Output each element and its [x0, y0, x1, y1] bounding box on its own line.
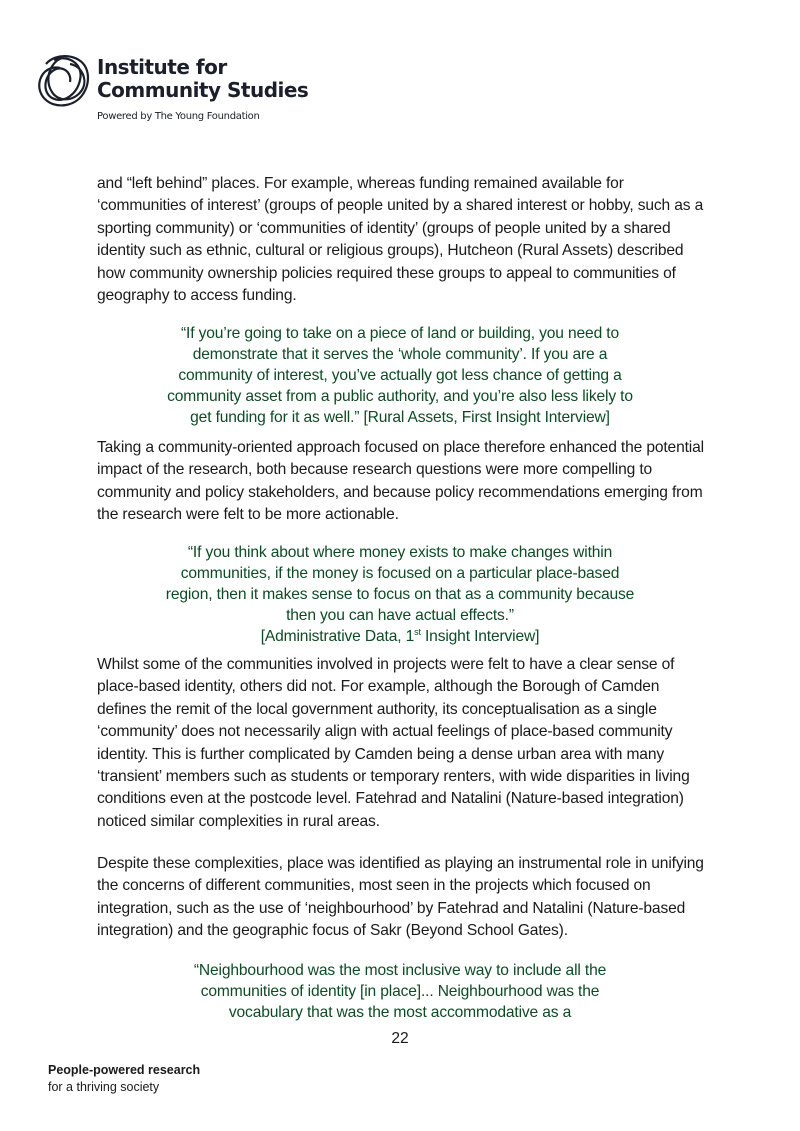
quote-2-text: “If you think about where money exists to make changes within communities, if the money is focused on a particular place-based region, then it makes sense to focus on that as a community because then you can have actual effects.”: [165, 544, 635, 624]
body-paragraph-3: Whilst some of the communities involved in projects were felt to have a clear sense of place-based identity, others did not. For example, although the Borough of Camden defines the remit of the local government authority, its conceptualisation as a single ‘community’ does not necessarily align with actual feelings of place-based community identity. This is further complicated by Camden being a dense urban area with many ‘transient’ members such as students or temporary renters, with wide disparities in living conditions even at the postcode level. Fatehrad and Natalini (Nature-based integration) noticed similar complexities in rural areas.: [97, 656, 690, 830]
body-paragraph-1: and “left behind” places. For example, whereas funding remained available for ‘communities of interest’ (groups of people united by a shared interest or hobby, such as a sporting community) or ‘communities of identity’ (groups of people united by a shared identity such as ethnic, cultural or religious groups), Hutcheon (Rural Assets) described how community ownership policies required these groups to appeal to communities of geography to access funding.: [97, 175, 704, 305]
quote-2-source-post: Insight Interview]: [420, 628, 540, 645]
page-number: 22: [391, 1030, 409, 1047]
institute-logo-icon: [34, 50, 94, 110]
quote-1: “If you’re going to take on a piece of land or building, you need to demonstrate that it serves the ‘whole community’. If you are a community of interest, you’ve actually got less chance of getting a community asset from a public authority, and you’re also less likely to get funding for it as well.” [Rural Assets, First Insight Interview]: [167, 325, 633, 426]
footer-tagline: [48, 1062, 200, 1096]
quote-3: “Neighbourhood was the most inclusive way to include all the communities of identity [in place]... Neighbourhood was the vocabulary that was the most accommodative as a: [193, 962, 607, 1021]
brand-name: [97, 56, 308, 102]
brand-title-line2: Community Studies: [97, 78, 309, 102]
footer-line-1: People-powered research: [48, 1063, 201, 1077]
quote-2: [160, 542, 640, 647]
quote-2-source: [261, 628, 540, 645]
body-paragraph-4: Despite these complexities, place was identified as playing an instrumental role in unifying the concerns of different communities, most seen in the projects which focused on integration, such as the use of ‘neighbourhood’ by Fatehrad and Natalini (Nature-based integration) and the geographic focus of Sakr (Beyond School Gates).: [97, 855, 704, 940]
footer-line-2: for a thriving society: [48, 1080, 160, 1094]
quote-2-source-pre: [Administrative Data, 1: [260, 628, 415, 645]
brand-title-line1: Institute for: [97, 55, 227, 79]
brand-subtitle: Powered by The Young Foundation: [97, 111, 260, 122]
body-paragraph-2: Taking a community-oriented approach focused on place therefore enhanced the potential impact of the research, both because research questions were more compelling to community and policy stakeholders, and because policy recommendations emerging from the research were felt to be more actionable.: [97, 439, 704, 524]
quote-2-source-sup: st: [414, 626, 421, 637]
